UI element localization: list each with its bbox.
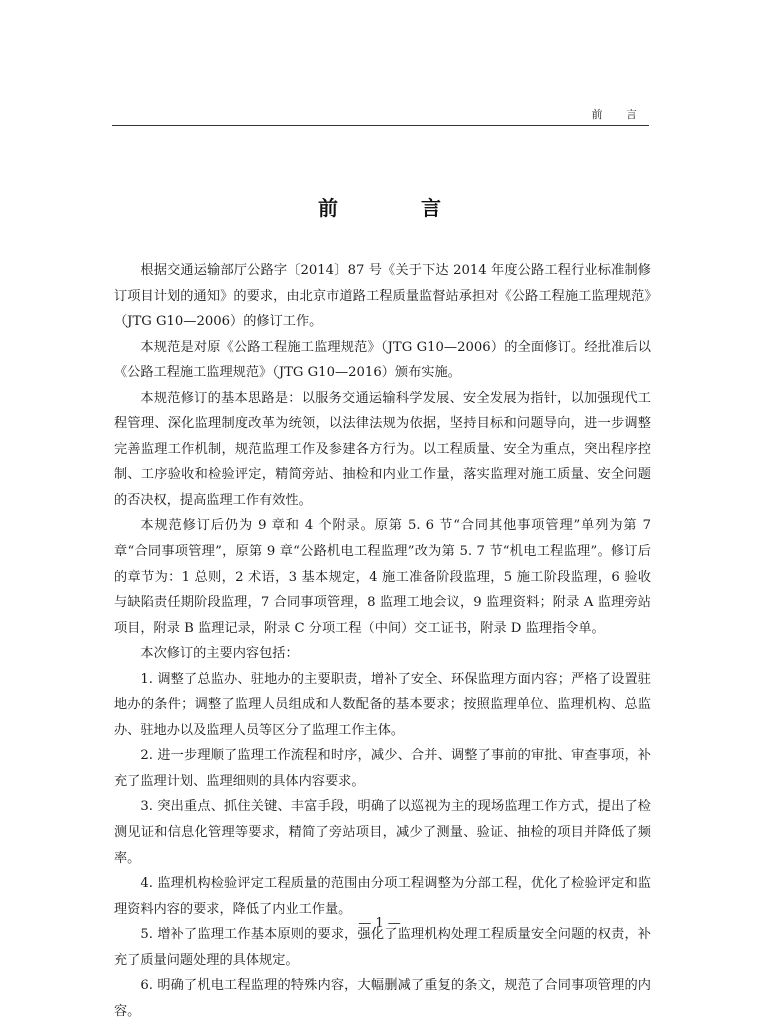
body-text (114, 258, 651, 1024)
paragraph: 5. 增补了监理工作基本原则的要求，强化了监理机构处理工程质量安全问题的权责，补充了质量问题处理的具体规定。 (114, 927, 651, 968)
paragraph: 1. 调整了总监办、驻地办的主要职责，增补了安全、环保监理方面内容；严格了设置驻地办的条件；调整了监理人员组成和人数配备的基本要求；按照监理单位、监理机构、总监办、驻地办以及监理人员等区分了监理工作主体。 (114, 671, 651, 738)
running-head: 前 言 (591, 108, 647, 121)
paragraph: 6. 明确了机电工程监理的特殊内容，大幅删减了重复的条文，规范了合同事项管理的内容。 (114, 978, 651, 1019)
paragraph: 根据交通运输部厅公路字〔2014〕87 号《关于下达 2014 年度公路工程行业标准制修订项目计划的通知》的要求，由北京市道路工程质量监督站承担对《公路工程施工监理规范》（JTG G10—2006）的修订工作。 (114, 263, 651, 330)
paragraph: 本规范是对原《公路工程施工监理规范》（JTG G10—2006）的全面修订。经批准后以《公路工程施工监理规范》（JTG G10—2016）颁布实施。 (114, 339, 651, 381)
paragraph: 本规范修订后仍为 9 章和 4 个附录。原第 5. 6 节“合同其他事项管理”单列为第 7 章“合同事项管理”，原第 9 章“公路机电工程监理”改为第 5. 7 节“机电工程监理”。修订后的章节为：1 总则，2 术语，3 基本规定，4 施工准备阶段监理，5 施工阶段监理，6 验收与缺陷责任期阶段监理，7 合同事项管理，8 监理工地会议，9 监理资料；附录 A 监理旁站项目，附录 B 监理记录，附录 C 分项工程（中间）交工证书，附录 D 监理指令单。 (114, 518, 651, 636)
paragraph: 3. 突出重点、抓住关键、丰富手段，明确了以巡视为主的现场监理工作方式，提出了检测见证和信息化管理等要求，精简了旁站项目，减少了测量、验证、抽检的项目并降低了频率。 (114, 799, 651, 866)
paragraph: 本规范修订的基本思路是：以服务交通运输科学发展、安全发展为指针，以加强现代工程管理、深化监理制度改革为统领，以法律法规为依据，坚持目标和问题导向，进一步调整完善监理工作机制，规范监理工作及参建各方行为。以工程质量、安全为重点，突出程序控制、工序验收和检验评定，精简旁站、抽检和内业工作量，落实监理对施工质量、安全问题的否决权，提高监理工作有效性。 (114, 390, 651, 508)
paragraph: 2. 进一步理顺了监理工作流程和时序，减少、合并、调整了事前的审批、审查事项，补充了监理计划、监理细则的具体内容要求。 (114, 748, 651, 789)
header-rule (112, 125, 649, 126)
paragraph: 4. 监理机构检验评定工程质量的范围由分项工程调整为分部工程，优化了检验评定和监理资料内容的要求，降低了内业工作量。 (114, 876, 651, 917)
page-number: — 1 — (358, 916, 401, 931)
page-title: 前 言 (318, 196, 479, 220)
paragraph: 本次修订的主要内容包括： (140, 646, 299, 662)
